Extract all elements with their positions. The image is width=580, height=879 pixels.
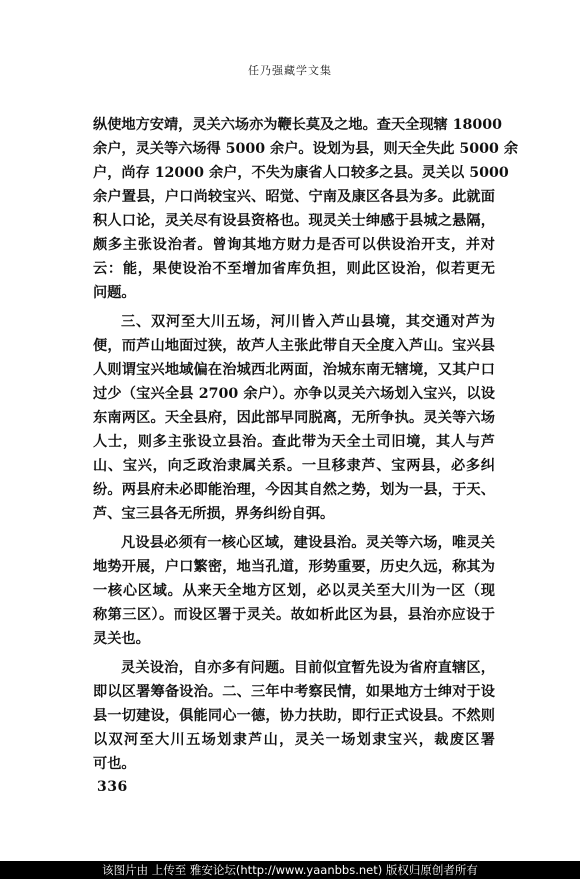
text-line: 凡设县必须有一核心区域，建设县治。灵关等六场，唯灵关 — [121, 535, 495, 551]
text-line: 问题。 — [93, 285, 136, 301]
text-line: 人士，则多主张设立县治。查此带为天全土司旧境，其人与芦 — [93, 434, 495, 450]
body-text — [93, 113, 519, 781]
text-line: 即以区署筹备设治。二、三年中考察民情，如果地方士绅对于设 — [93, 684, 495, 700]
text-line: 山、宝兴，向乏政治隶属关系。一旦移隶芦、宝两县，必多纠 — [93, 458, 495, 474]
text-line: 云：能，果使设治不至增加省库负担，则此区设治，似若更无 — [93, 261, 495, 277]
text-line: 余户置县，户口尚较宝兴、昭觉、宁南及康区各县为多。此就面 — [93, 189, 495, 205]
text-line: 颇多主张设治者。曾询其地方财力是否可以供设治开支，并对 — [93, 237, 495, 253]
text-line: 便，而芦山地面过狭，故芦人主张此带自天全度入芦山。宝兴县 — [93, 338, 495, 354]
text-line: 称第三区）。而设区署于灵关。故如析此区为县，县治亦应设于 — [93, 607, 495, 623]
text-line: 灵关也。 — [93, 631, 150, 647]
watermark-bar: 该图片由 上传至 雅安论坛(http://www.yaanbbs.net) 版权归原创者所有 — [0, 861, 580, 879]
paragraph-1 — [93, 113, 519, 305]
text-line: 县一切建设，俱能同心一德，协力扶助，即行正式设县。不然则 — [93, 708, 495, 724]
text-line: 纷。两县府未必即能治理，今因其自然之势，划为一县，于天、 — [93, 482, 495, 498]
text-line: 过少（宝兴全县 2700 余户）。亦争以灵关六场划入宝兴，以设 — [93, 386, 495, 402]
text-line: 人则谓宝兴地域偏在治城西北两面，治城东南无辖境，又其户口 — [93, 362, 495, 378]
running-head: 任乃强藏学文集 — [248, 64, 332, 77]
text-line: 余户，灵关等六场得 5000 余户。设划为县，则天全失此 5000 余 — [93, 141, 519, 157]
paragraph-4 — [93, 656, 495, 776]
text-line: 一核心区域。从来天全地方区划，必以灵关至大川为一区（现 — [93, 583, 495, 599]
text-line: 以双河至大川五场划隶芦山，灵关一场划隶宝兴，裁废区署 — [93, 732, 495, 748]
page-number: 336 — [97, 779, 128, 795]
text-line: 芦、宝三县各无所损，界务纠纷自弭。 — [93, 506, 335, 522]
text-line: 三、双河至大川五场，河川皆入芦山县境，其交通对芦为 — [121, 314, 495, 330]
text-line: 纵使地方安靖，灵关六场亦为鞭长莫及之地。查天全现辖 18000 — [93, 117, 502, 133]
text-line: 可也。 — [93, 756, 136, 772]
paragraph-2 — [93, 310, 495, 526]
text-line: 积人口论，灵关尽有设县资格也。现灵关士绅感于县城之悬隔， — [93, 213, 495, 229]
paragraph-3 — [93, 531, 495, 651]
text-line: 东南两区。天全县府，因此部早同脱离，无所争执。灵关等六场 — [93, 410, 495, 426]
text-line: 户，尚存 12000 余户，不失为康省人口较多之县。灵关以 5000 — [93, 165, 509, 181]
text-line: 灵关设治，自亦多有问题。目前似宜暂先设为省府直辖区， — [121, 660, 495, 676]
text-line: 地势开展，户口繁密，地当孔道，形势重要，历史久远，称其为 — [93, 559, 495, 575]
